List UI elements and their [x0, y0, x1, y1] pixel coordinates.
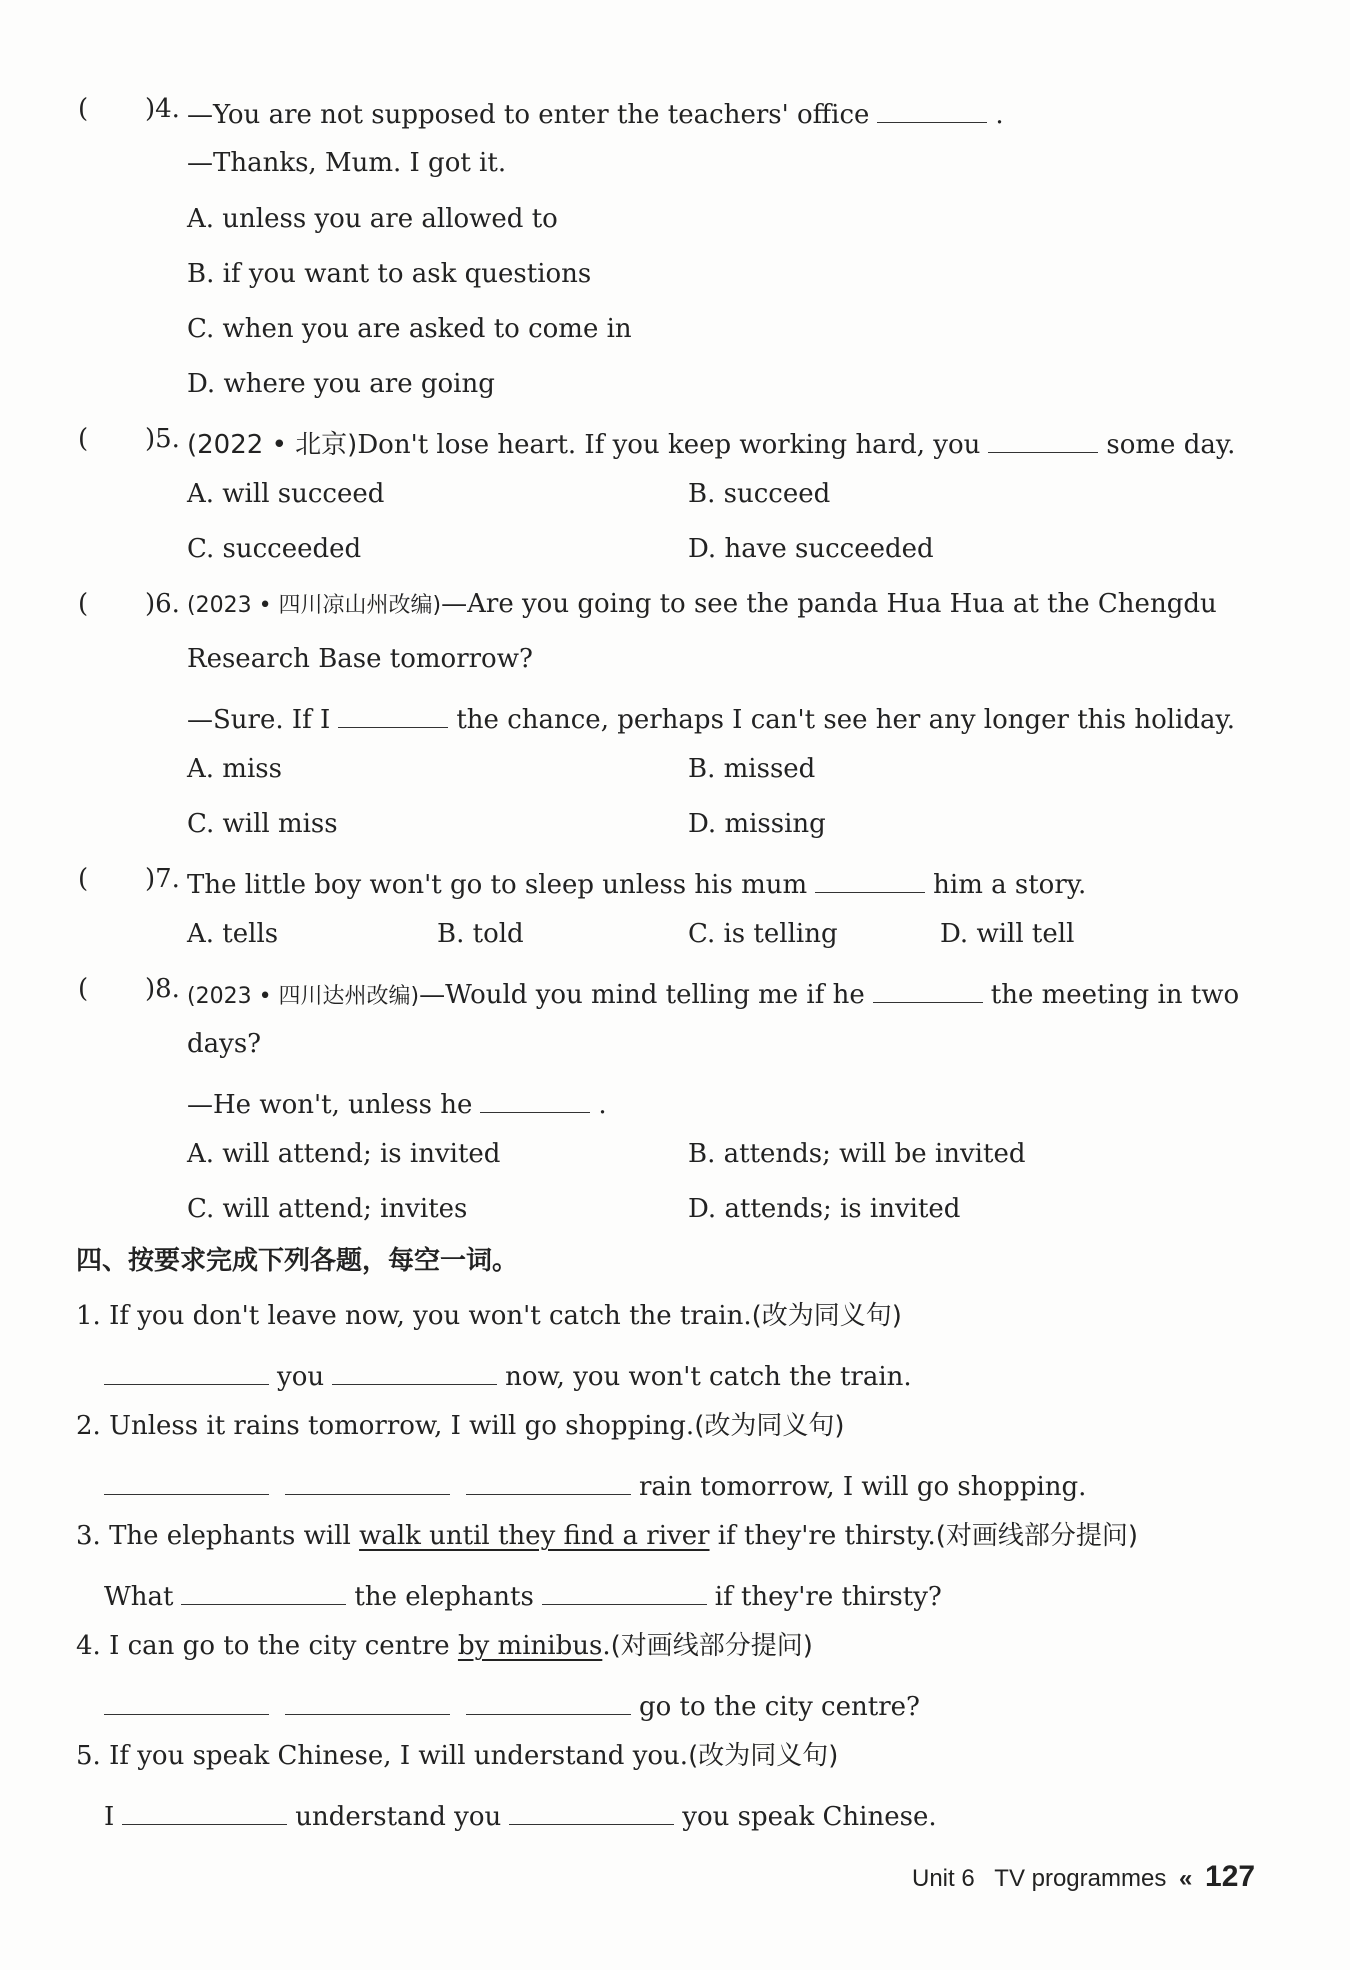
- stem-text: —He won't, unless he: [187, 1090, 473, 1120]
- answer-blank[interactable]: [873, 976, 983, 1003]
- answer-blank[interactable]: [104, 1468, 269, 1495]
- stem-text: —Would you mind telling me if he: [419, 980, 865, 1010]
- question-text: 4. I can go to the city centre: [76, 1631, 450, 1661]
- stem-text: —Sure. If I: [187, 705, 331, 735]
- stem-text: .: [598, 1090, 607, 1120]
- dialog-line: [187, 1086, 607, 1118]
- answer-text: you speak Chinese.: [682, 1802, 937, 1832]
- question-stem: [187, 591, 1217, 617]
- stem-text: —You are not supposed to enter the teachers' office: [187, 100, 870, 130]
- stem-text: .: [995, 100, 1004, 130]
- source-tag: (2022 • 北京): [187, 430, 358, 460]
- answer-text: you: [277, 1362, 325, 1392]
- option-a: A. will succeed: [187, 479, 385, 509]
- underlined-phrase: by minibus: [457, 1631, 603, 1661]
- answer-blank[interactable]: [332, 1358, 497, 1385]
- question-text: if they're thirsty.: [717, 1521, 936, 1551]
- answer-blank[interactable]: [104, 1358, 269, 1385]
- question-number: )7.: [145, 864, 180, 894]
- answer-line: [104, 1798, 937, 1830]
- stem-text: The little boy won't go to sleep unless his mum: [187, 870, 808, 900]
- answer-blank[interactable]: [815, 866, 925, 893]
- stem-text: —Are you going to see the panda Hua Hua at the Chengdu: [441, 589, 1217, 619]
- dialog-line: —Thanks, Mum. I got it.: [187, 148, 507, 178]
- option-a: A. miss: [187, 754, 282, 784]
- option-d: D. have succeeded: [688, 534, 934, 564]
- answer-text: rain tomorrow, I will go shopping.: [639, 1472, 1087, 1502]
- answer-line: [104, 1688, 920, 1720]
- question-stem: [187, 866, 1086, 898]
- answer-paren: (: [78, 864, 89, 894]
- stem-text: the chance, perhaps I can't see her any longer this holiday.: [456, 705, 1236, 735]
- answer-line: [104, 1468, 1086, 1500]
- question-number: )6.: [145, 589, 180, 619]
- answer-paren: (: [78, 94, 89, 124]
- answer-blank[interactable]: [988, 426, 1098, 453]
- answer-line: [104, 1358, 912, 1390]
- option-c: C. will attend; invites: [187, 1194, 468, 1224]
- double-chevron-left-icon: «: [1179, 1865, 1193, 1892]
- option-c: C. succeeded: [187, 534, 362, 564]
- answer-blank[interactable]: [877, 96, 987, 123]
- answer-blank[interactable]: [542, 1578, 707, 1605]
- question-text: 5. If you speak Chinese, I will understand you.: [76, 1741, 689, 1771]
- rewrite-question: [76, 1303, 902, 1329]
- answer-text: What: [104, 1582, 174, 1612]
- answer-paren: (: [78, 424, 89, 454]
- option-a: A. tells: [187, 919, 279, 949]
- instruction-tag: (对画线部分提问): [935, 1521, 1139, 1551]
- answer-blank[interactable]: [480, 1086, 590, 1113]
- answer-blank[interactable]: [181, 1578, 346, 1605]
- answer-paren: (: [78, 974, 89, 1004]
- question-text: 3. The elephants will: [76, 1521, 351, 1551]
- stem-text: Don't lose heart. If you keep working hard, you: [357, 430, 981, 460]
- section-title: 四、按要求完成下列各题，每空一词。: [76, 1246, 519, 1276]
- answer-text: go to the city centre?: [639, 1692, 920, 1722]
- stem-continuation: days?: [187, 1029, 262, 1059]
- answer-text: I: [104, 1802, 115, 1832]
- answer-blank[interactable]: [466, 1688, 631, 1715]
- option-a: A. will attend; is invited: [187, 1139, 501, 1169]
- rewrite-question: [76, 1413, 844, 1439]
- answer-text: understand you: [295, 1802, 502, 1832]
- question-stem: [187, 976, 1239, 1008]
- option-d: D. will tell: [940, 919, 1075, 949]
- option-c: C. is telling: [688, 919, 838, 949]
- option-a: A. unless you are allowed to: [187, 204, 558, 234]
- page-footer: [912, 1862, 1255, 1892]
- question-text: 2. Unless it rains tomorrow, I will go shopping.: [76, 1411, 695, 1441]
- answer-blank[interactable]: [466, 1468, 631, 1495]
- unit-label: Unit 6: [912, 1865, 975, 1892]
- answer-text: the elephants: [354, 1582, 534, 1612]
- option-d: D. where you are going: [187, 369, 495, 399]
- stem-text: him a story.: [933, 870, 1087, 900]
- source-tag: (2023 • 四川达州改编): [187, 984, 420, 1009]
- answer-blank[interactable]: [509, 1798, 674, 1825]
- option-c: C. when you are asked to come in: [187, 314, 632, 344]
- answer-text: now, you won't catch the train.: [505, 1362, 912, 1392]
- instruction-tag: (改为同义句): [751, 1301, 902, 1331]
- question-number: )4.: [145, 94, 180, 124]
- instruction-tag: (改为同义句): [694, 1411, 845, 1441]
- answer-blank[interactable]: [338, 701, 448, 728]
- answer-blank[interactable]: [285, 1468, 450, 1495]
- source-tag: (2023 • 四川凉山州改编): [187, 593, 442, 618]
- option-d: D. missing: [688, 809, 826, 839]
- unit-title: TV programmes: [994, 1865, 1167, 1892]
- option-b: B. missed: [688, 754, 816, 784]
- question-text: 1. If you don't leave now, you won't catch the train.: [76, 1301, 752, 1331]
- question-text: .: [602, 1631, 611, 1661]
- option-c: C. will miss: [187, 809, 338, 839]
- page-number: 127: [1205, 1860, 1256, 1893]
- answer-blank[interactable]: [122, 1798, 287, 1825]
- rewrite-question: [76, 1633, 813, 1659]
- instruction-tag: (改为同义句): [688, 1741, 839, 1771]
- underlined-phrase: walk until they find a river: [359, 1521, 710, 1551]
- answer-text: if they're thirsty?: [714, 1582, 942, 1612]
- rewrite-question: [76, 1523, 1138, 1549]
- rewrite-question: [76, 1743, 838, 1769]
- option-b: B. attends; will be invited: [688, 1139, 1026, 1169]
- question-stem: [187, 426, 1235, 458]
- stem-continuation: Research Base tomorrow?: [187, 644, 533, 674]
- question-number: )8.: [145, 974, 180, 1004]
- option-b: B. succeed: [688, 479, 831, 509]
- dialog-line: [187, 701, 1235, 733]
- answer-paren: (: [78, 589, 89, 619]
- option-d: D. attends; is invited: [688, 1194, 961, 1224]
- option-b: B. if you want to ask questions: [187, 259, 592, 289]
- stem-text: some day.: [1106, 430, 1236, 460]
- question-stem: [187, 96, 1004, 128]
- option-b: B. told: [437, 919, 524, 949]
- question-number: )5.: [145, 424, 180, 454]
- answer-blank[interactable]: [104, 1688, 269, 1715]
- answer-blank[interactable]: [285, 1688, 450, 1715]
- instruction-tag: (对画线部分提问): [610, 1631, 813, 1661]
- stem-text: the meeting in two: [990, 980, 1240, 1010]
- answer-line: [104, 1578, 942, 1610]
